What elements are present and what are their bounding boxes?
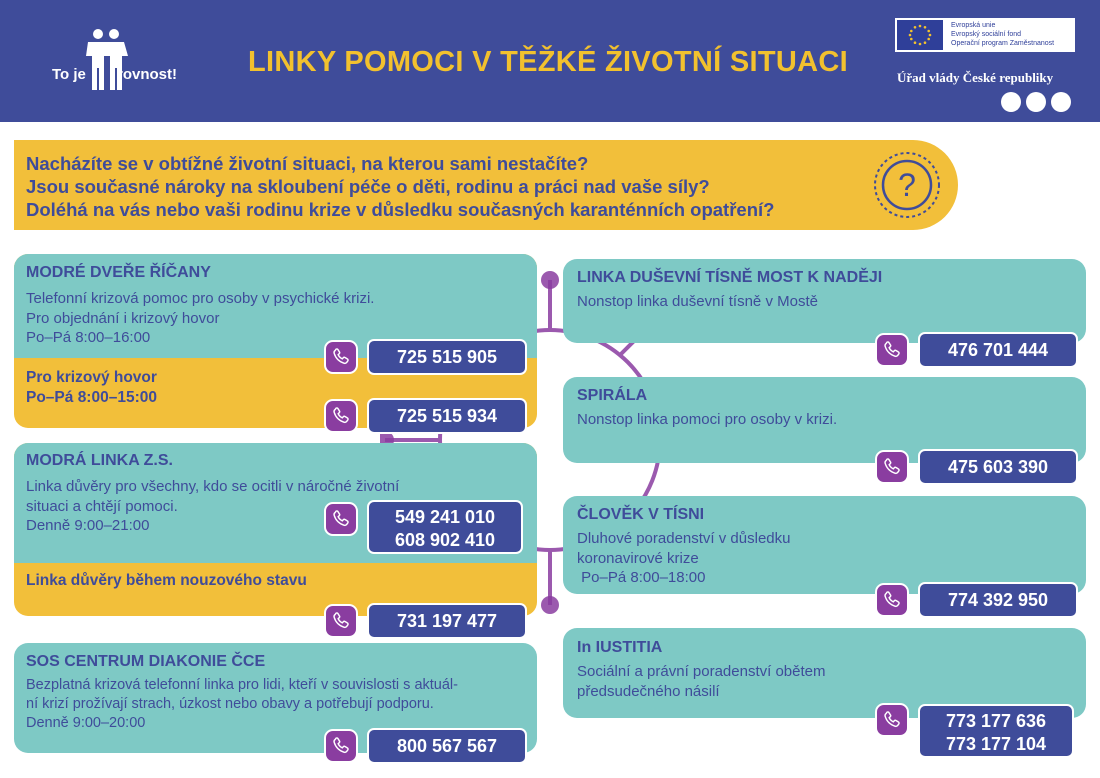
clovek-line-2: koronavirové krize	[577, 549, 699, 567]
banner-line-3: Doléhá na vás nebo vaši rodinu krize v důsledku současných karanténních opatření?	[26, 199, 775, 220]
phone-number: 725 515 905	[396, 347, 498, 367]
phone-number-button[interactable]	[367, 398, 527, 434]
phone-icon[interactable]	[875, 450, 909, 484]
phone-number: 608 902 410	[394, 530, 496, 550]
phone-number: 800 567 567	[396, 736, 498, 756]
phone-number: 773 177 636	[945, 711, 1047, 731]
modre-dvere-crisis-text	[26, 368, 157, 407]
phone-number-button[interactable]	[367, 500, 523, 554]
phone-number-button[interactable]	[918, 704, 1074, 758]
phone-icon[interactable]	[875, 583, 909, 617]
sos-text	[26, 676, 458, 733]
iustitia-text	[577, 662, 825, 701]
spirala-title: SPIRÁLA	[577, 387, 648, 404]
modra-linka-line-1: Linka důvěry pro všechny, kdo se ocitli v náročné životní	[26, 478, 400, 495]
phone-icon[interactable]	[324, 729, 358, 763]
modra-linka-line-2: situaci a chtějí pomoci.	[26, 497, 178, 515]
most-line-1: Nonstop linka duševní tísně v Mostě	[577, 293, 818, 310]
most-title: LINKA DUŠEVNÍ TÍSNĚ MOST K NADĚJI	[577, 269, 883, 286]
equality-icon	[1001, 92, 1021, 112]
phone-icon[interactable]	[875, 333, 909, 367]
svg-text:?: ?	[898, 167, 916, 203]
eu-circle-icon	[1026, 92, 1046, 112]
phone-icon[interactable]	[875, 703, 909, 737]
phone-icon[interactable]	[324, 604, 358, 638]
iustitia-line-1: Sociální a právní poradenství obětem	[577, 663, 826, 680]
government-name: Úřad vlády České republiky	[897, 70, 1054, 85]
modre-dvere-crisis-line-1: Pro krizový hovor	[26, 369, 157, 386]
eu-line-3: Operační program Zaměstnanost	[951, 40, 1055, 47]
modre-dvere-title: MODRÉ DVEŘE ŘÍČANY	[26, 264, 211, 281]
logo-text-right: rovnost!	[117, 66, 177, 83]
modre-dvere-line-2: Pro objednání i krizový hovor	[26, 309, 220, 327]
clovek-text	[577, 529, 790, 588]
modra-linka-emergency-label: Linka důvěry během nouzového stavu	[26, 572, 307, 589]
gender-icon	[1051, 92, 1071, 112]
eu-line-2: Evropský sociální fond	[951, 31, 1022, 38]
phone-number: 774 392 950	[947, 590, 1049, 610]
phone-number: 475 603 390	[947, 457, 1049, 477]
eu-text	[951, 21, 1054, 48]
clovek-line-1: Dluhové poradenství v důsledku	[577, 530, 791, 547]
header-bar	[0, 0, 1100, 122]
eu-flag-icon	[897, 20, 943, 50]
sos-line-2: ní krizí prožívají strach, úzkost nebo obavy a potřebují podporu.	[26, 696, 434, 712]
iustitia-line-2: předsudečného násilí	[577, 682, 720, 700]
intro-banner	[14, 140, 958, 230]
sos-title: SOS CENTRUM DIAKONIE ČCE	[26, 653, 266, 670]
iustitia-title: In IUSTITIA	[577, 639, 663, 656]
sos-line-3: Denně 9:00–20:00	[26, 715, 146, 731]
logo-people-icon	[48, 28, 188, 98]
sos-line-1: Bezplatná krizová telefonní linka pro lidi, kteří v souvislosti s aktuál-	[26, 677, 458, 693]
phone-number: 476 701 444	[947, 340, 1049, 360]
phone-number: 773 177 104	[945, 734, 1047, 754]
question-icon	[872, 150, 942, 220]
modre-dvere-line-3: Po–Pá 8:00–16:00	[26, 329, 151, 346]
banner-line-1: Nacházíte se v obtížné životní situaci, na kterou sami nestačíte?	[26, 153, 589, 174]
banner-line-2: Jsou současné nároky na skloubení péče o děti, rodinu a práci nad vaše síly?	[26, 176, 710, 197]
modra-linka-line-3: Denně 9:00–21:00	[26, 517, 150, 534]
eu-line-1: Evropská unie	[951, 22, 996, 29]
phone-number-button[interactable]	[367, 603, 527, 639]
phone-icon[interactable]	[324, 502, 358, 536]
phone-number-button[interactable]	[918, 332, 1078, 368]
phone-icon[interactable]	[324, 340, 358, 374]
phone-number-button[interactable]	[367, 339, 527, 375]
eu-logo	[895, 18, 1075, 52]
phone-number: 725 515 934	[396, 406, 498, 426]
page-title: LINKY POMOCI V TĚŽKÉ ŽIVOTNÍ SITUACI	[248, 46, 848, 78]
phone-number-button[interactable]	[918, 582, 1078, 618]
phone-icon[interactable]	[324, 399, 358, 433]
modre-dvere-line-1: Telefonní krizová pomoc pro osoby v psychické krizi.	[26, 290, 375, 307]
phone-number: 731 197 477	[396, 611, 498, 631]
phone-number-button[interactable]	[367, 728, 527, 764]
spirala-line-1: Nonstop linka pomoci pro osoby v krizi.	[577, 411, 838, 428]
clovek-line-3: Po–Pá 8:00–18:00	[577, 569, 706, 586]
logo-text-left: To je	[52, 66, 86, 83]
modre-dvere-crisis-line-2: Po–Pá 8:00–15:00	[26, 388, 157, 406]
clovek-title: ČLOVĚK V TÍSNI	[577, 506, 705, 523]
modra-linka-title: MODRÁ LINKA Z.S.	[26, 452, 173, 469]
phone-number: 549 241 010	[394, 507, 496, 527]
modre-dvere-text	[26, 289, 374, 348]
phone-number-button[interactable]	[918, 449, 1078, 485]
